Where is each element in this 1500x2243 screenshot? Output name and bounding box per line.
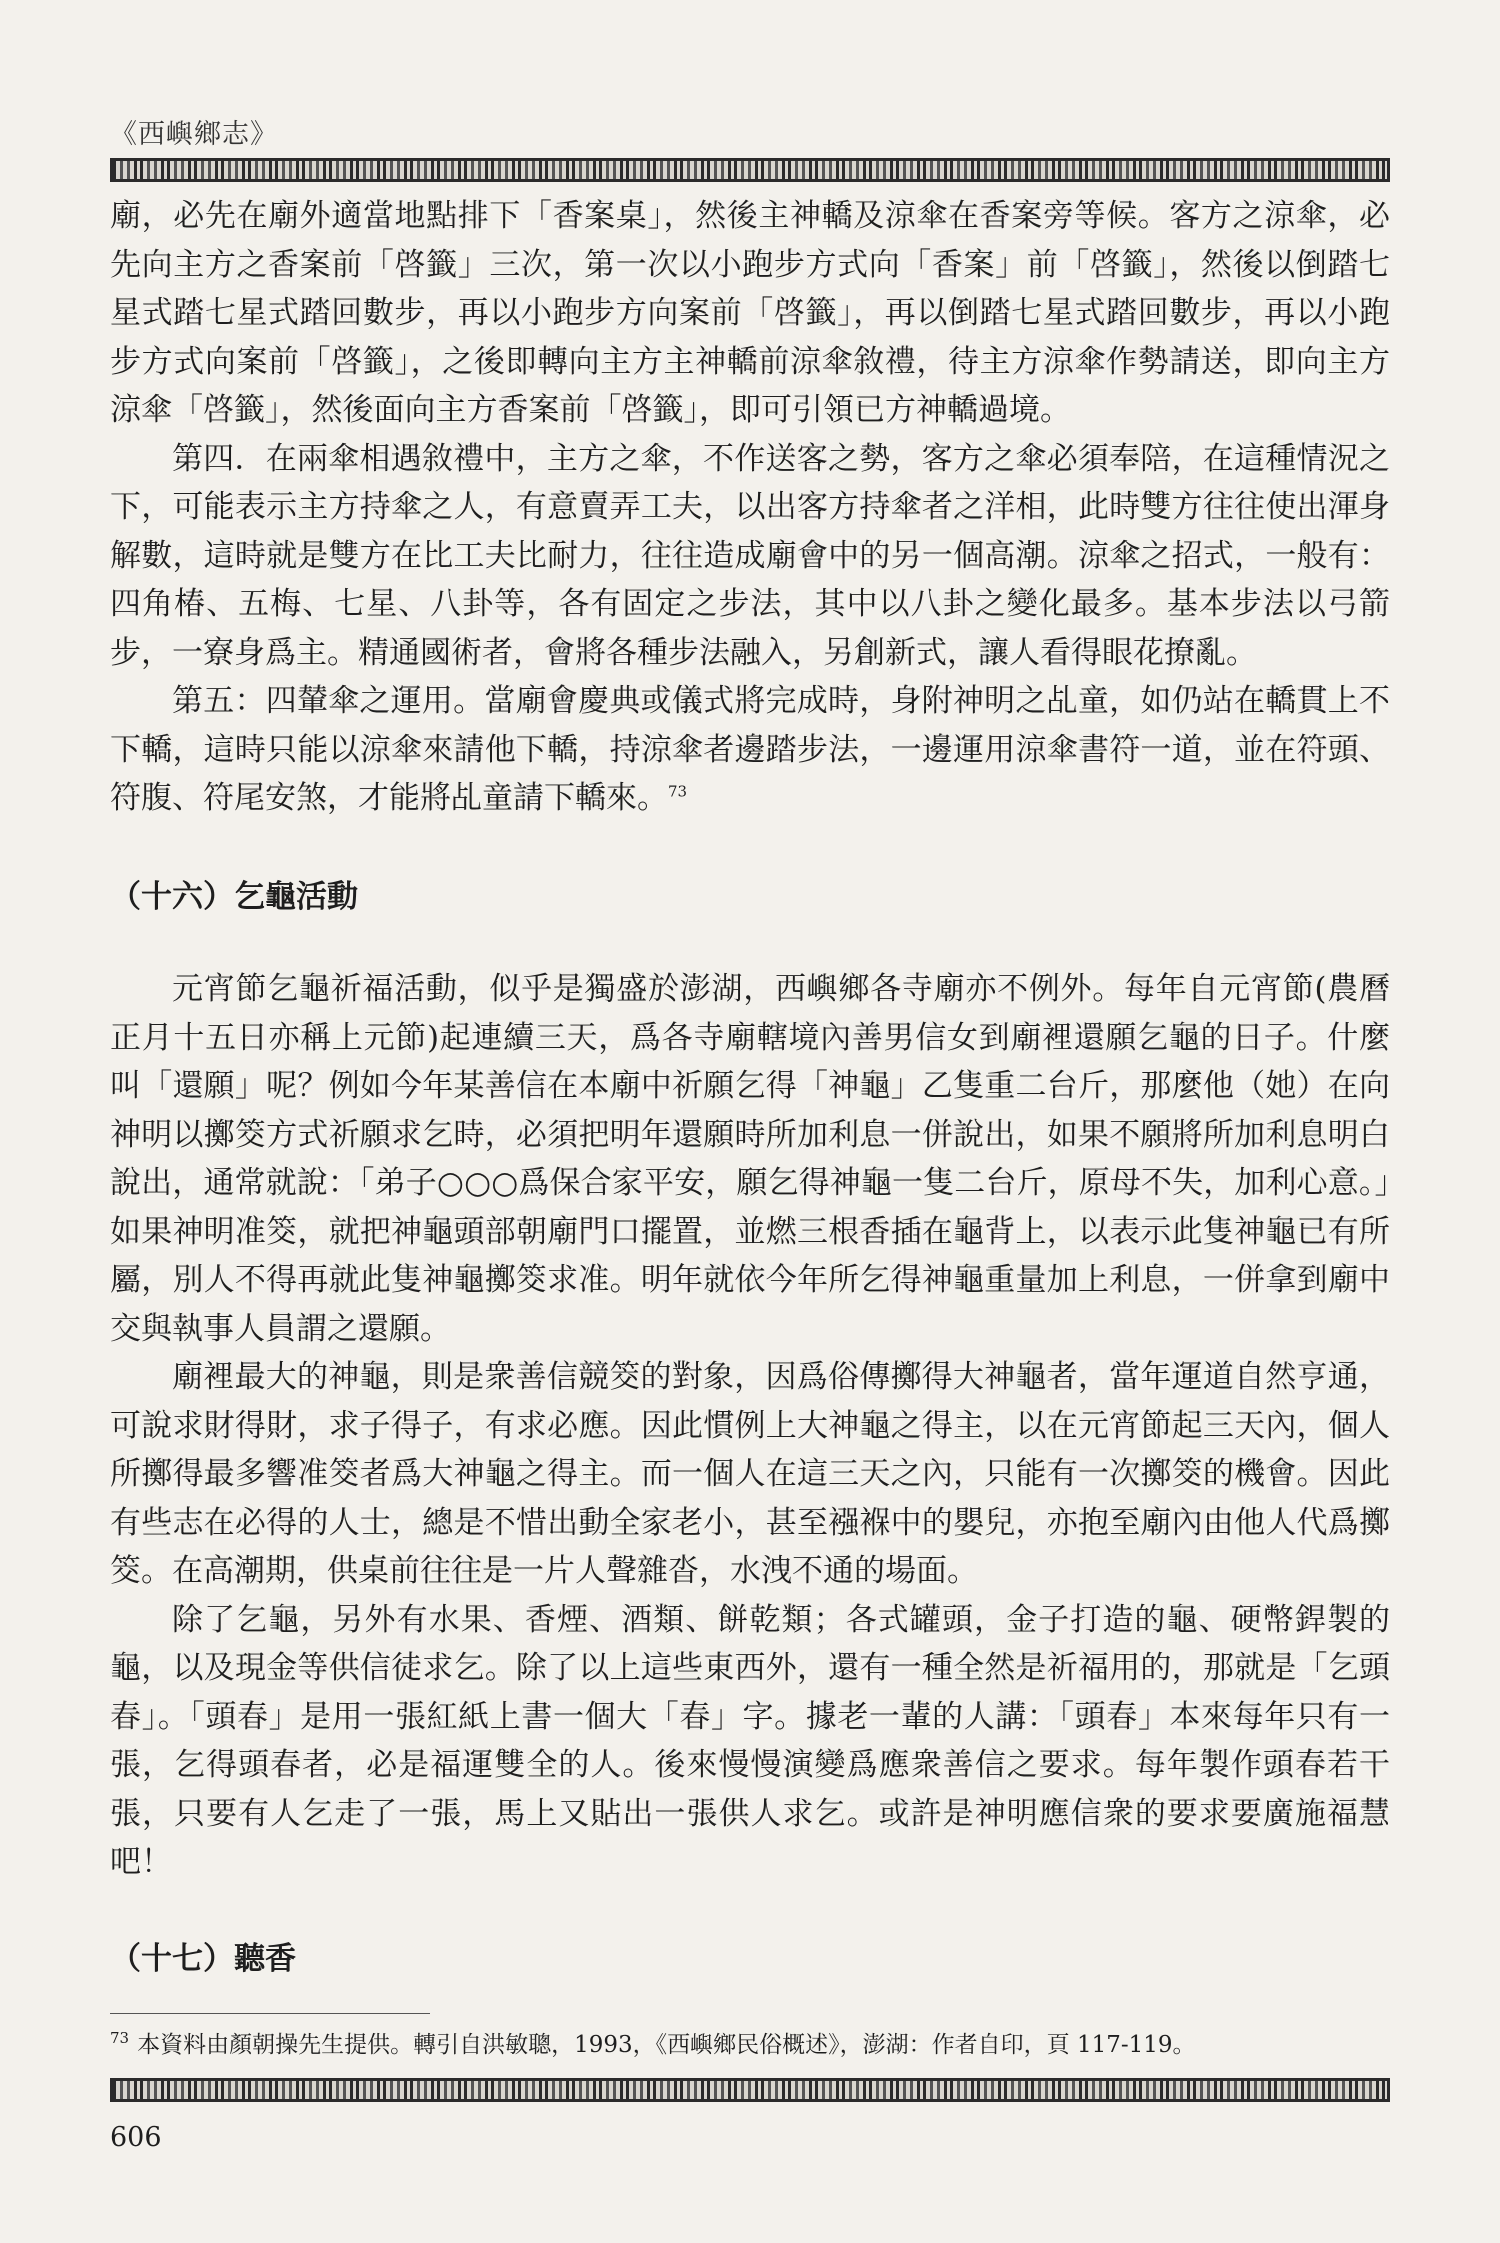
paragraph <box>110 677 1390 823</box>
paragraph: 廟裡最大的神龜，則是衆善信競筊的對象，因爲俗傳擲得大神龜者，當年運道自然亨通，可說求財得財，求子得子，有求必應。因此慣例上大神龜之得主，以在元宵節起三天內，個人所擲得最多響准筊者爲大神龜之得主。而一個人在這三天之內，只能有一次擲筊的機會。因此有些志在必得的人士，總是不惜出動全家老小，甚至襁褓中的嬰兒，亦抱至廟內由他人代爲擲筊。在高潮期，供桌前往往是一片人聲雜沓，水洩不通的場面。 <box>110 1359 1390 1589</box>
paragraph: 除了乞龜，另外有水果、香煙、酒類、餅乾類；各式罐頭，金子打造的龜、硬幣銲製的龜，以及現金等供信徒求乞。除了以上這些東西外，還有一種全然是祈福用的，那就是「乞頭春」。「頭春」是用一張紅紙上書一個大「春」字。據老一輩的人講：「頭春」本來每年只有一張，乞得頭春者，必是福運雙全的人。後來慢慢演變爲應衆善信之要求。每年製作頭春若干張，只要有人乞走了一張，馬上又貼出一張供人求乞。或許是神明應信衆的要求要廣施福慧吧！ <box>110 1601 1390 1880</box>
paragraph: 元宵節乞龜祈福活動，似乎是獨盛於澎湖，西嶼鄉各寺廟亦不例外。每年自元宵節(農曆正月十五日亦稱上元節)起連續三天，爲各寺廟轄境內善男信女到廟裡還願乞龜的日子。什麼叫「還願」呢？例如今年某善信在本廟中祈願乞得「神龜」乙隻重二台斤，那麼他（她）在向神明以擲筊方式祈願求乞時，必須把明年還願時所加利息一併說出，如果不願將所加利息明白說出，通常就說：「弟子○○○爲保合家平安，願乞得神龜一隻二台斤，原母不失，加利心意。」如果神明准筊，就把神龜頭部朝廟門口擺置，並燃三根香插在龜背上，以表示此隻神龜已有所屬，別人不得再就此隻神龜擲筊求准。明年就依今年所乞得神龜重量加上利息，一併拿到廟中交與執事人員謂之還願。 <box>110 971 1390 1347</box>
footnote-ref: 73 <box>668 782 688 801</box>
paragraph: 第四．在兩傘相遇敘禮中，主方之傘，不作送客之勢，客方之傘必須奉陪，在這種情況之下，可能表示主方持傘之人，有意賣弄工夫，以出客方持傘者之洋相，此時雙方往往使出渾身解數，這時就是雙方在比工夫比耐力，往往造成廟會中的另一個高潮。涼傘之招式，一般有：四角椿、五梅、七星、八卦等，各有固定之步法，其中以八卦之變化最多。基本步法以弓箭步，一寮身爲主。精通國術者，會將各種步法融入，另創新式，讓人看得眼花撩亂。 <box>110 440 1390 671</box>
footnote-text: 本資料由顏朝操先生提供。轉引自洪敏聰，1993，《西嶼鄉民俗概述》，澎湖：作者自印，頁 117-119。 <box>137 2032 1196 2058</box>
footnote-number: 73 <box>110 2029 130 2048</box>
section-heading-17: （十七）聽香 <box>110 1940 296 1977</box>
main-text <box>110 192 1390 1983</box>
decorative-border-top <box>110 158 1390 182</box>
decorative-border-bottom <box>110 2078 1390 2102</box>
section-heading-16: （十六）乞龜活動 <box>110 878 358 915</box>
footnote-divider <box>110 2013 430 2014</box>
paragraph: 廟，必先在廟外適當地點排下「香案桌」，然後主神轎及涼傘在香案旁等候。客方之涼傘，必先向主方之香案前「啓籤」三次，第一次以小跑步方式向「香案」前「啓籤」，然後以倒踏七星式踏七星式踏回數步，再以小跑步方向案前「啓籤」，再以倒踏七星式踏回數步，再以小跑步方式向案前「啓籤」，之後即轉向主方主神轎前涼傘敘禮，待主方涼傘作勢請送，即向主方涼傘「啓籤」，然後面向主方香案前「啓籤」，即可引領已方神轎過境。 <box>110 198 1390 428</box>
footnote <box>110 2030 1390 2060</box>
page-number: 606 <box>110 2122 162 2153</box>
running-head: 《西嶼鄉志》 <box>110 119 278 150</box>
paragraph-text: 第五：四輦傘之運用。當廟會慶典或儀式將完成時，身附神明之乩童，如仍站在轎貫上不下轎，這時只能以涼傘來請他下轎，持涼傘者邊踏步法，一邊運用涼傘書符一道，並在符頭、符腹、符尾安煞，才能將乩童請下轎來。 <box>110 683 1390 816</box>
